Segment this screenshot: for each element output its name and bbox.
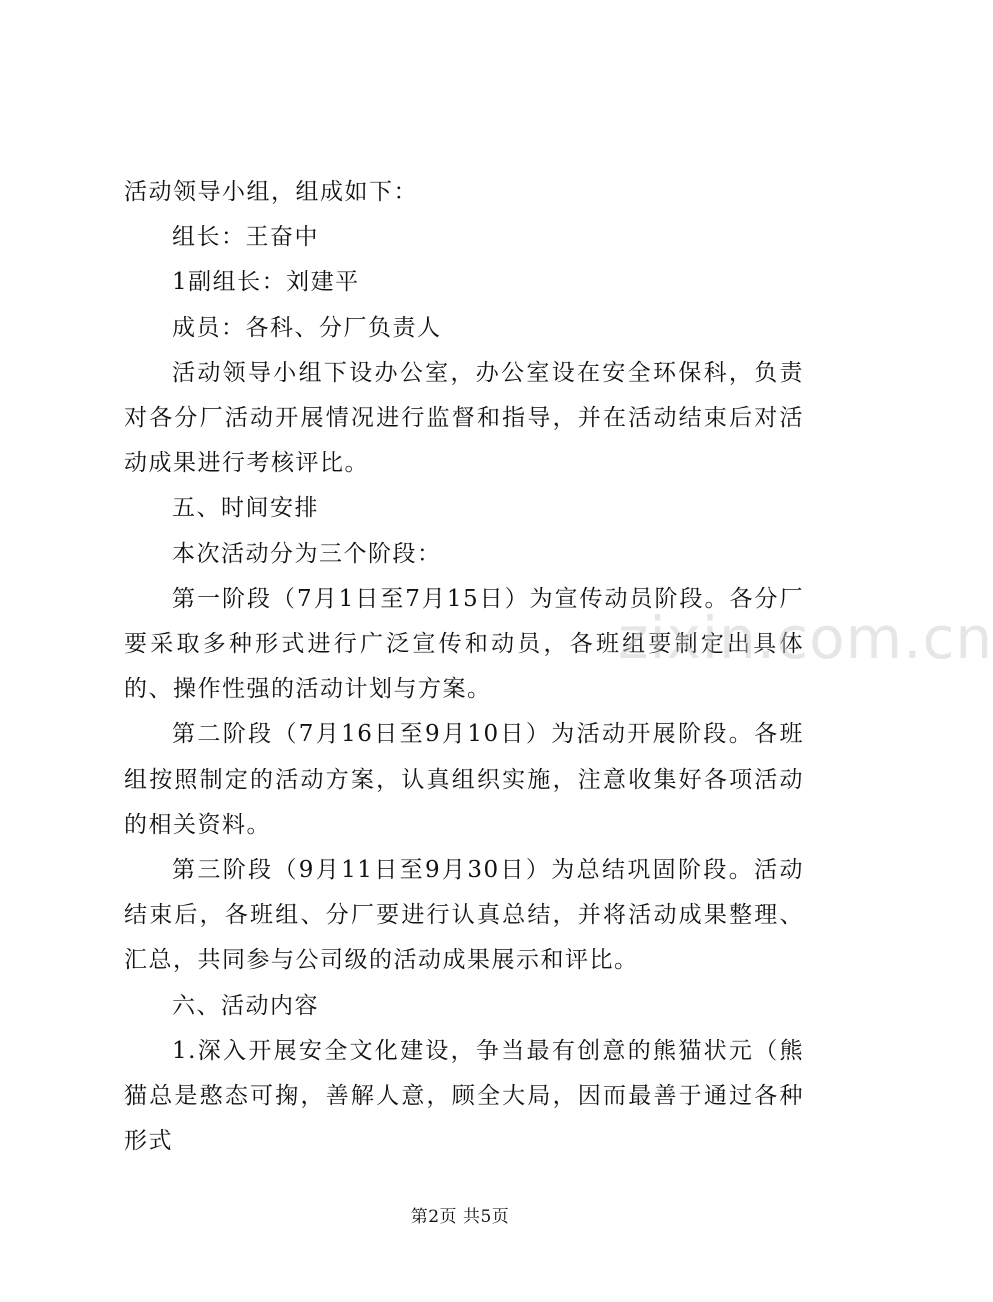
paragraph-3: 成员：各科、分厂负责人 (172, 314, 442, 341)
watermark: zixin.com.cn (618, 604, 993, 672)
paragraph-6: 本次活动分为三个阶段： (172, 540, 442, 567)
section-heading-schedule: 五、时间安排 (172, 495, 319, 522)
paragraph-11: 1.深入开展安全文化建设，争当最有创意的熊猫状元（熊猫总是憨态可掬，善解人意，顾全大局，因而最善于通过各种形式 (124, 1037, 804, 1155)
paragraph-1: 组长：王奋中 (172, 224, 319, 251)
paragraph-0: 活动领导小组，组成如下： (124, 179, 418, 205)
paragraph-stage-1: 第一阶段（7月1日至7月15日）为宣传动员阶段。各分厂要采取多种形式进行广泛宣传和动员，各班组要制定出具体的、操作性强的活动计划与方案。 (124, 585, 804, 703)
document-body (124, 170, 804, 1164)
paragraph-2: 1副组长：刘建平 (172, 269, 360, 296)
paragraph-stage-3: 第三阶段（9月11日至9月30日）为总结巩固阶段。活动结束后，各班组、分厂要进行认真总结，并将活动成果整理、汇总，共同参与公司级的活动成果展示和评比。 (124, 857, 804, 974)
section-heading-content: 六、活动内容 (172, 992, 319, 1019)
paragraph-stage-2: 第二阶段（7月16日至9月10日）为活动开展阶段。各班组按照制定的活动方案，认真组织实施，注意收集好各项活动的相关资料。 (124, 721, 804, 838)
page-footer: 第2页 共5页 (410, 1207, 510, 1227)
paragraph-4: 活动领导小组下设办公室，办公室设在安全环保科，负责对各分厂活动开展情况进行监督和指导，并在活动结束后对活动成果进行考核评比。 (124, 359, 804, 477)
